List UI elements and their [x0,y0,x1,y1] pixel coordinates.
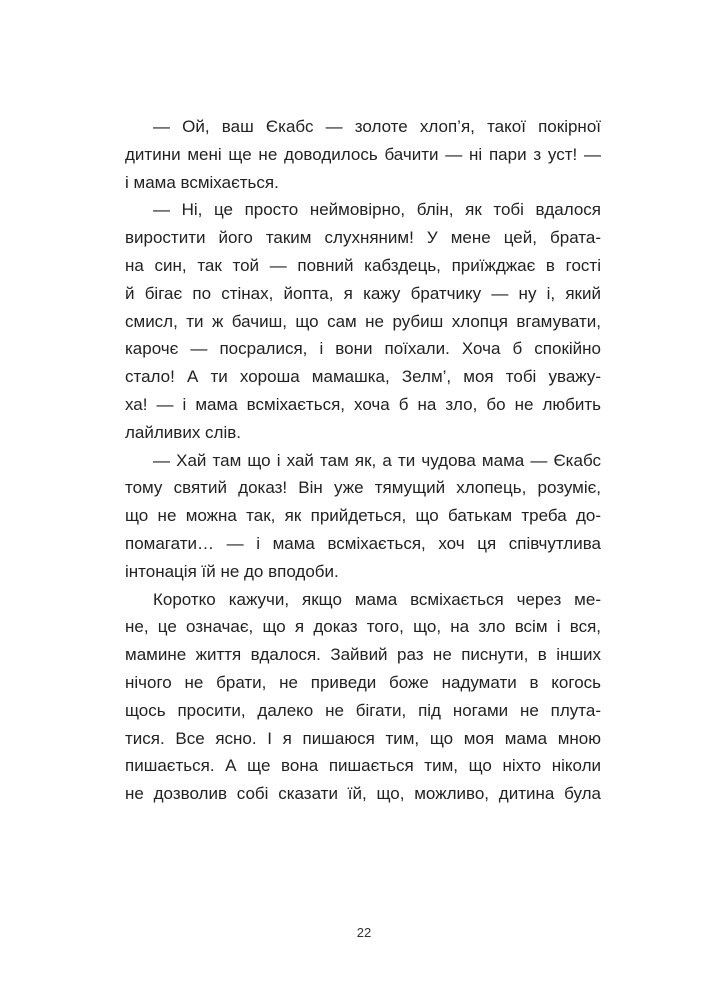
text-line: Коротко кажучи, якщо мама всміхається через ме- [153,589,601,609]
text-line: ха! — і мама всміхається, хоча б на зло, бо не любить [125,394,601,414]
text-line: — Ні, це просто неймовірно, блін, як тобі вдалося [153,200,601,220]
text-line: що не можна так, як прийдеться, що батькам треба до- [125,506,601,526]
text-line: дитини мені ще не доводилось бачити — ні пари з уст! — [125,144,601,164]
text-line: тому святий доказ! Він уже тямущий хлопець, розуміє, [125,478,601,498]
text-line: на син, так той — повний кабздець, приїжджає в гості [125,255,601,275]
text-line: виростити його таким слухняним! У мене цей, брата- [125,228,601,248]
text-line: помагати… — і мама всміхається, хоч ця співчутлива [125,533,601,553]
text-line: тися. Все ясно. І я пишаюся тим, що моя мама мною [125,728,601,748]
text-line: інтонація їй не до вподоби. [125,561,339,581]
text-line: і мама всміхається. [125,172,279,192]
text-line: мамине життя вдалося. Зайвий раз не писнути, в інших [125,645,601,665]
text-line: нічого не брати, не приведи боже надумати в когось [125,672,601,692]
page-number: 22 [356,925,372,940]
text-line: щось просити, далеко не бігати, під ногами не плута- [125,700,601,720]
text-line: й бігає по стінах, йопта, я кажу братчику — ну і, який [125,283,601,303]
text-line: — Хай там що і хай там як, а ти чудова мама — Єкабс [153,450,601,470]
text-line: смисл, ти ж бачиш, що сам не рубиш хлопця вгамувати, [125,311,601,331]
text-line: стало! А ти хороша мамашка, Зелм’, моя тобі уважу- [125,367,601,387]
text-line: карочє — посралися, і вони поїхали. Хоча б спокійно [125,339,601,359]
text-line: не дозволив собі сказати їй, що, можливо, дитина була [125,784,601,804]
text-line: пишається. А ще вона пишається тим, що ніхто ніколи [125,756,601,776]
text-line: не, це означає, що я доказ того, що, на зло всім і вся, [125,617,601,637]
page-body-text [125,113,601,808]
text-line: — Ой, ваш Єкабс — золоте хлоп’я, такої покірної [153,117,601,136]
text-line: лайливих слів. [125,422,241,442]
